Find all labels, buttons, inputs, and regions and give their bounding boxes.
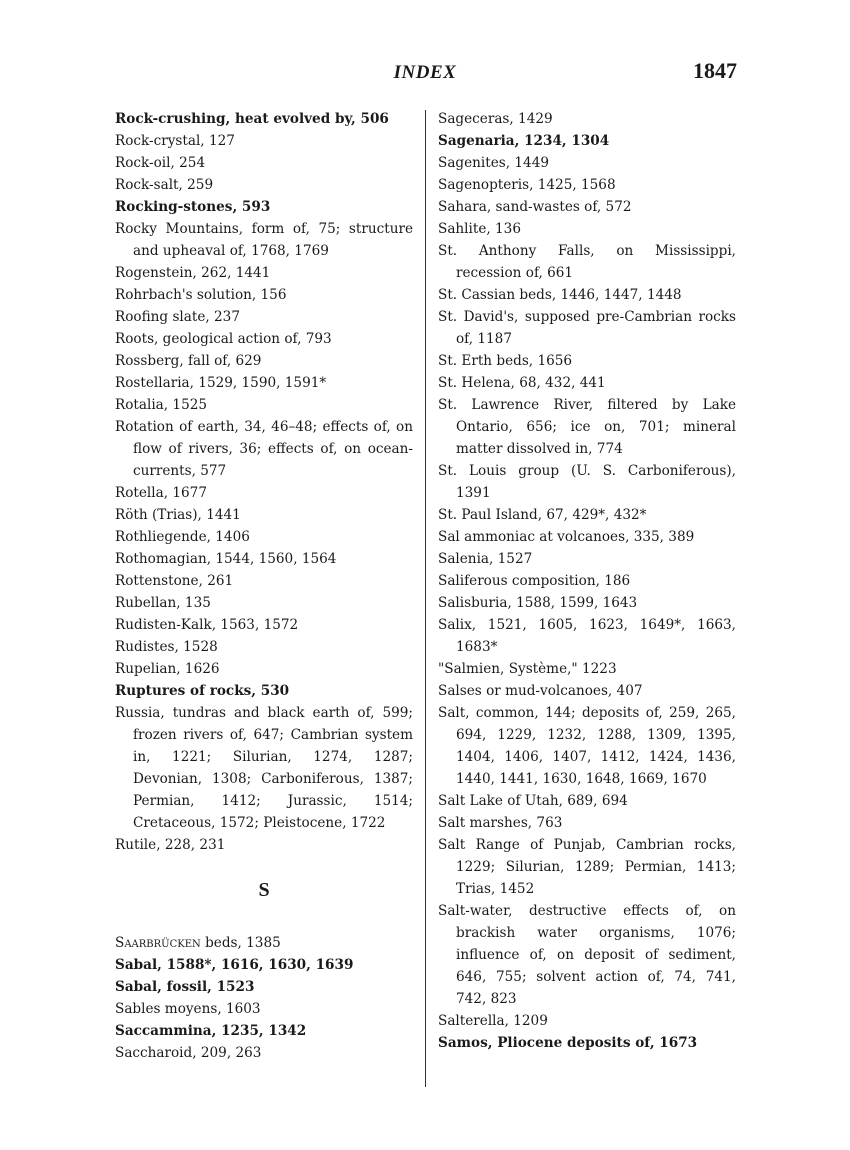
index-entry	[115, 394, 413, 416]
index-entry	[438, 790, 736, 812]
index-entry-text: Sagenites, 1449	[438, 155, 549, 171]
index-entry	[115, 482, 413, 504]
index-entry	[438, 240, 736, 284]
index-entry	[438, 394, 736, 460]
index-entry-text: Sageceras, 1429	[438, 111, 553, 127]
index-entry	[115, 218, 413, 262]
index-entry	[115, 592, 413, 614]
index-entry-text: St. Erth beds, 1656	[438, 353, 573, 369]
index-entry	[438, 900, 736, 1010]
index-entry	[115, 328, 413, 350]
index-entry	[115, 976, 413, 998]
index-entry-text: Sahara, sand-wastes of, 572	[438, 199, 632, 215]
index-entry	[115, 416, 413, 482]
index-entry	[438, 570, 736, 592]
index-entry	[115, 998, 413, 1020]
index-entry-text: St. David's, supposed pre-Cambrian rocks of, 1187	[438, 309, 736, 347]
index-entry-text: Salses or mud-volcanoes, 407	[438, 683, 643, 699]
index-entry	[438, 284, 736, 306]
index-entry-text: St. Louis group (U. S. Carboniferous), 1391	[438, 463, 736, 501]
index-entry-text: St. Anthony Falls, on Mississippi, recession of, 661	[438, 243, 736, 281]
index-entry-text: Salt, common, 144; deposits of, 259, 265, 694, 1229, 1232, 1288, 1309, 1395, 1404, 1406, 1407, 1412, 1424, 1436, 1440, 1441, 1630, 1648, 1669, 1670	[438, 705, 736, 787]
index-entry-text: Roofing slate, 237	[115, 309, 240, 325]
index-entry	[438, 218, 736, 240]
left-column	[115, 108, 413, 1064]
index-entry-text: Rock-oil, 254	[115, 155, 206, 171]
index-entry	[438, 1010, 736, 1032]
index-entry-text: Salterella, 1209	[438, 1013, 548, 1029]
index-entry-text: Saliferous composition, 186	[438, 573, 631, 589]
index-entry	[115, 130, 413, 152]
index-list-r	[115, 108, 413, 856]
index-entry-text: Rutile, 228, 231	[115, 837, 226, 853]
index-entry	[115, 108, 413, 130]
index-entry-text: Sahlite, 136	[438, 221, 521, 237]
index-entry	[438, 812, 736, 834]
index-entry-text: Samos, Pliocene deposits of, 1673	[438, 1035, 698, 1051]
index-entry	[438, 306, 736, 350]
index-entry-text: Sabal, 1588*, 1616, 1630, 1639	[115, 957, 354, 973]
index-entry-text: Rogenstein, 262, 1441	[115, 265, 271, 281]
index-entry	[115, 548, 413, 570]
running-title: INDEX	[393, 62, 457, 83]
index-entry-text: Rubellan, 135	[115, 595, 211, 611]
index-entry	[115, 372, 413, 394]
index-entry	[115, 954, 413, 976]
index-entry-text: Rostellaria, 1529, 1590, 1591*	[115, 375, 327, 391]
index-entry	[438, 702, 736, 790]
index-entry-text: Rock-crystal, 127	[115, 133, 235, 149]
index-list-s	[115, 932, 413, 1064]
index-entry-text: Rudisten-Kalk, 1563, 1572	[115, 617, 299, 633]
index-entry-text: Roots, geological action of, 793	[115, 331, 332, 347]
column-divider	[425, 110, 426, 1087]
index-entry	[438, 174, 736, 196]
index-entry	[115, 174, 413, 196]
index-entry	[438, 1032, 736, 1054]
index-entry	[115, 196, 413, 218]
index-entry	[438, 548, 736, 570]
index-entry-text: Saccharoid, 209, 263	[115, 1045, 262, 1061]
index-entry-text: Rottenstone, 261	[115, 573, 234, 589]
index-entry	[115, 932, 413, 954]
index-entry	[115, 306, 413, 328]
index-entry-text: Rupelian, 1626	[115, 661, 220, 677]
index-entry	[438, 680, 736, 702]
index-entry	[115, 504, 413, 526]
index-entry-text: Saccammina, 1235, 1342	[115, 1023, 307, 1039]
index-entry	[438, 108, 736, 130]
index-entry-text: Rotella, 1677	[115, 485, 207, 501]
section-letter-heading: S	[258, 879, 270, 901]
index-entry	[115, 1042, 413, 1064]
index-entry-text: St. Lawrence River, filtered by Lake Ontario, 656; ice on, 701; mineral matter dissolved in, 774	[438, 397, 736, 457]
index-entry-text: Rock-crushing, heat evolved by, 506	[115, 111, 389, 127]
index-entry	[115, 284, 413, 306]
index-entry	[115, 152, 413, 174]
index-entry-smallcaps: Saarbrücken	[115, 935, 201, 951]
index-entry-text: Salisburia, 1588, 1599, 1643	[438, 595, 638, 611]
index-entry-text: St. Helena, 68, 432, 441	[438, 375, 606, 391]
index-entry	[115, 262, 413, 284]
index-entry-text: Salt marshes, 763	[438, 815, 563, 831]
index-entry	[115, 614, 413, 636]
page-number: 1847	[693, 58, 737, 83]
index-entry	[438, 834, 736, 900]
page-header	[0, 58, 850, 92]
index-entry-text: Rothomagian, 1544, 1560, 1564	[115, 551, 337, 567]
index-entry	[438, 372, 736, 394]
index-entry	[438, 614, 736, 658]
index-entry	[115, 526, 413, 548]
index-entry-text: Rothliegende, 1406	[115, 529, 250, 545]
index-entry	[115, 680, 413, 702]
index-entry-text: Sagenaria, 1234, 1304	[438, 133, 610, 149]
index-entry-text: Sabal, fossil, 1523	[115, 979, 255, 995]
index-entry	[438, 526, 736, 548]
index-entry-text: Rudistes, 1528	[115, 639, 218, 655]
index-entry-text: Rohrbach's solution, 156	[115, 287, 287, 303]
index-entry	[438, 152, 736, 174]
index-entry-text: "Salmien, Système," 1223	[438, 661, 617, 677]
index-entry-text: St. Cassian beds, 1446, 1447, 1448	[438, 287, 682, 303]
index-entry	[115, 658, 413, 680]
index-entry-text: Salix, 1521, 1605, 1623, 1649*, 1663, 1683*	[438, 617, 736, 655]
index-entry	[115, 350, 413, 372]
index-entry-text: Rossberg, fall of, 629	[115, 353, 262, 369]
index-entry	[438, 196, 736, 218]
index-entry	[115, 636, 413, 658]
index-entry-text: St. Paul Island, 67, 429*, 432*	[438, 507, 647, 523]
index-entry-text: Rotation of earth, 34, 46–48; effects of, on flow of rivers, 36; effects of, on ocean-currents, 577	[115, 419, 413, 479]
index-entry-text: beds, 1385	[200, 935, 281, 951]
index-entry-text: Salenia, 1527	[438, 551, 533, 567]
index-entry-text: Röth (Trias), 1441	[115, 507, 241, 523]
index-entry-text: Rocking-stones, 593	[115, 199, 271, 215]
index-entry-text: Sables moyens, 1603	[115, 1001, 261, 1017]
index-entry	[115, 834, 413, 856]
index-entry	[115, 570, 413, 592]
index-entry	[438, 460, 736, 504]
index-entry-text: Rocky Mountains, form of, 75; structure and upheaval of, 1768, 1769	[115, 221, 413, 259]
index-entry	[438, 504, 736, 526]
index-entry	[438, 130, 736, 152]
index-entry-text: Russia, tundras and black earth of, 599; frozen rivers of, 647; Cambrian system in, 1221; Silurian, 1274, 1287; Devonian, 1308; Carboniferous, 1387; Permian, 1412; Jurassic, 1514; Cretaceous, 1572; Pleistocene, 1722	[115, 705, 413, 831]
index-entry	[438, 350, 736, 372]
index-entry-text: Salt Lake of Utah, 689, 694	[438, 793, 628, 809]
right-column	[438, 108, 736, 1054]
index-entry-text: Rock-salt, 259	[115, 177, 214, 193]
index-list-s-continued	[438, 108, 736, 1054]
index-entry-text: Ruptures of rocks, 530	[115, 683, 290, 699]
index-entry	[115, 1020, 413, 1042]
index-entry-text: Salt-water, destructive effects of, on brackish water organisms, 1076; influence of, on deposit of sediment, 646, 755; solvent action of, 74, 741, 742, 823	[438, 903, 736, 1007]
index-entry-text: Salt Range of Punjab, Cambrian rocks, 1229; Silurian, 1289; Permian, 1413; Trias, 1452	[438, 837, 736, 897]
index-entry	[438, 658, 736, 680]
index-entry	[115, 702, 413, 834]
index-entry-text: Sal ammoniac at volcanoes, 335, 389	[438, 529, 695, 545]
index-entry	[438, 592, 736, 614]
index-entry-text: Sagenopteris, 1425, 1568	[438, 177, 616, 193]
index-entry-text: Rotalia, 1525	[115, 397, 208, 413]
